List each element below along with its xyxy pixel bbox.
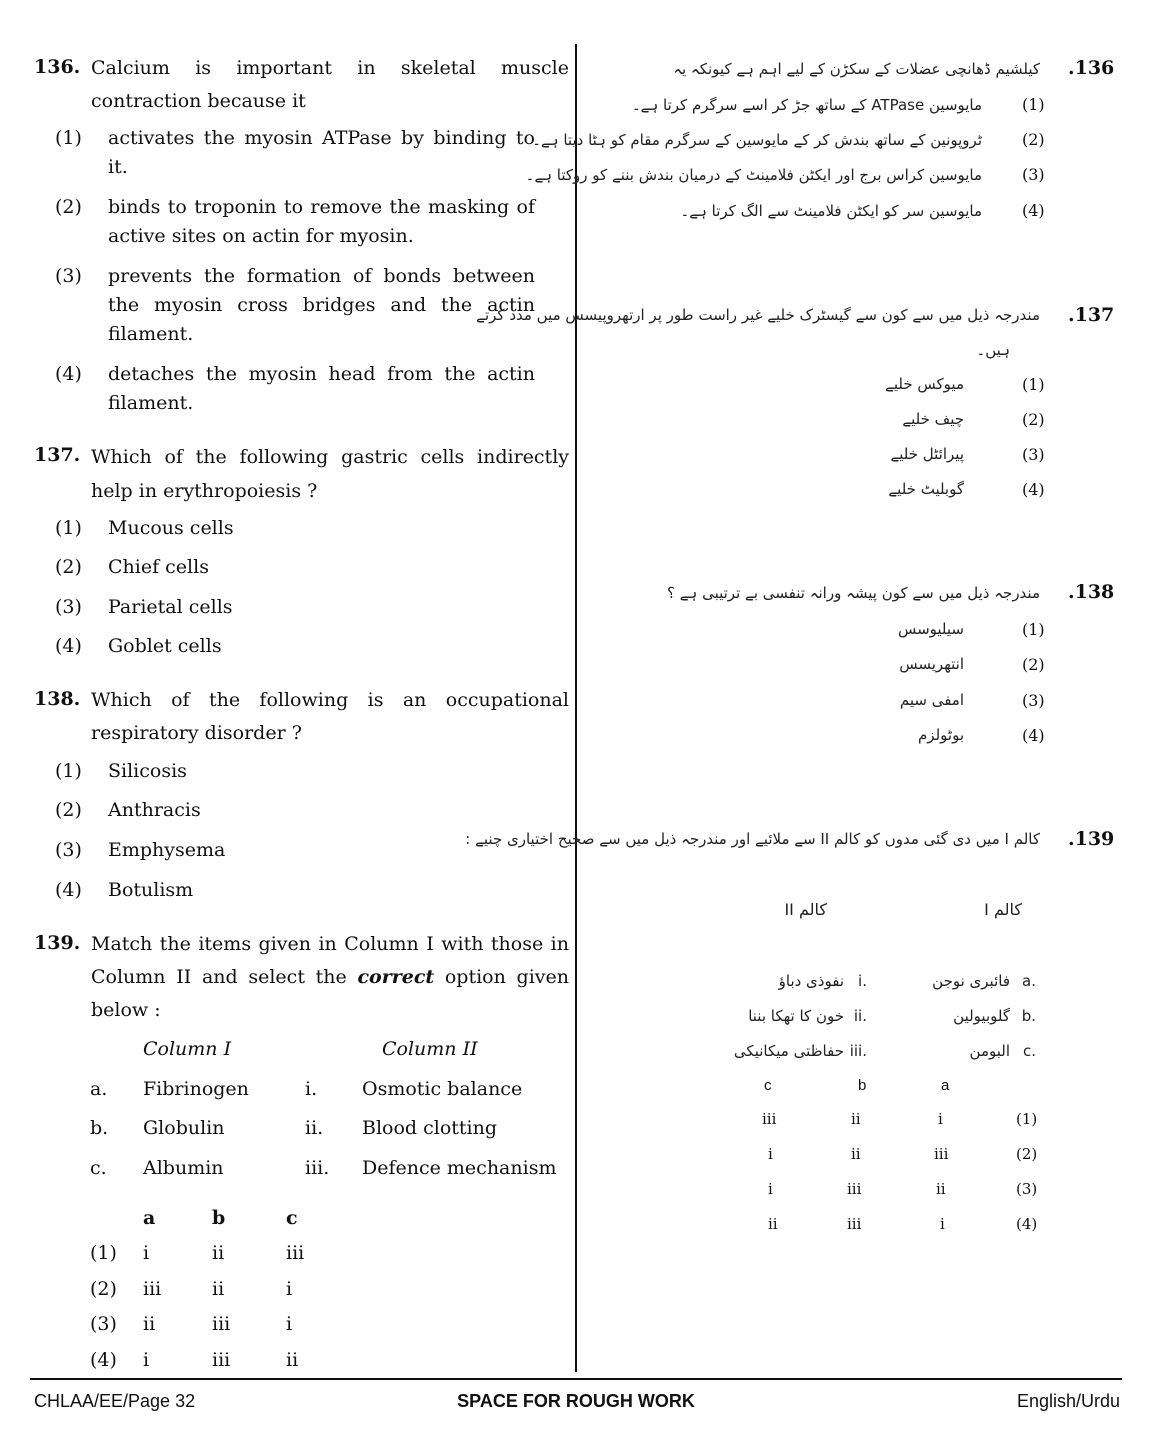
question-number: 139.: [34, 932, 81, 954]
answer-c: i: [768, 1180, 773, 1198]
column-divider: [575, 44, 577, 1372]
answer-c: i: [286, 1278, 293, 1300]
answer-a: ii: [143, 1313, 156, 1335]
option-text: میوکس خلیے: [885, 375, 964, 393]
urdu-row-match: خون کا تھکا بننا: [748, 1007, 844, 1025]
option-number: (3): [55, 596, 82, 618]
option-138-1[interactable]: [55, 757, 535, 786]
answer-b: iii: [847, 1180, 862, 1198]
option-number: (4): [55, 635, 82, 657]
option-text: امفی سیم: [899, 691, 964, 709]
option-text: binds to troponin to remove the masking of active sites on actin for myosin.: [108, 196, 535, 247]
question-number: 137.: [34, 444, 81, 466]
option-text: سیلیوسس: [897, 620, 964, 638]
option-text: گوبلیٹ خلیے: [888, 480, 964, 498]
answer-b: iii: [212, 1313, 231, 1335]
urdu-row-item: البومن: [969, 1042, 1010, 1060]
option-number: (3): [55, 839, 82, 861]
urdu-row-roman: .ii: [853, 1007, 867, 1025]
column-2-header: Column II: [382, 1038, 478, 1060]
option-text: Goblet cells: [108, 635, 222, 657]
row-item: Fibrinogen: [143, 1078, 249, 1100]
urdu-question-number: .139: [1068, 828, 1115, 850]
urdu-row-roman: .iii: [849, 1042, 867, 1060]
answer-b: ii: [851, 1145, 861, 1163]
row-key: a.: [90, 1078, 108, 1100]
answer-a: i: [143, 1349, 150, 1371]
answer-c: ii: [286, 1349, 299, 1371]
urdu-question-number: .138: [1068, 581, 1115, 603]
option-text: prevents the formation of bonds between the myosin cross bridges and the actin filament.: [108, 265, 535, 345]
option-number: (4): [90, 1349, 117, 1371]
urdu-question-text: مندرجہ ذیل میں سے کون سے گیسٹرک خلیے غیر راست طور پر ارتھروپیسس میں مدد کرتے: [476, 306, 1040, 324]
option-text: detaches the myosin head from the actin filament.: [108, 363, 535, 414]
question-136: [34, 52, 569, 118]
option-number: (3): [1022, 691, 1045, 710]
option-text: Emphysema: [108, 839, 226, 861]
option-number: (2): [55, 196, 82, 218]
option-number: (3): [1022, 165, 1045, 184]
row-item: Globulin: [143, 1117, 225, 1139]
option-number: (4): [55, 879, 82, 901]
option-number: (2): [1022, 655, 1045, 674]
row-item: Albumin: [143, 1157, 224, 1179]
answer-b: iii: [847, 1215, 862, 1233]
answer-a: i: [938, 1110, 943, 1128]
option-text: Anthracis: [108, 799, 201, 821]
urdu-column-2-header: کالم II: [784, 900, 827, 919]
answer-a: iii: [143, 1278, 162, 1300]
option-number: (2): [1016, 1145, 1038, 1163]
option-text: Silicosis: [108, 760, 187, 782]
question-text-emphasis: correct: [357, 966, 435, 988]
row-roman: i.: [305, 1078, 318, 1100]
option-136-1[interactable]: [55, 124, 535, 182]
answer-a: iii: [934, 1145, 949, 1163]
option-138-4[interactable]: [55, 876, 535, 905]
option-number: (4): [1022, 480, 1045, 499]
option-number: (2): [1022, 410, 1045, 429]
option-number: (1): [55, 760, 82, 782]
question-number: 136.: [34, 56, 81, 78]
urdu-row-key: .c: [1022, 1042, 1036, 1060]
language-label: English/Urdu: [1016, 1391, 1120, 1411]
option-number: (1): [1016, 1110, 1038, 1128]
urdu-row-key: .b: [1021, 1007, 1036, 1025]
urdu-answer-header-b: b: [858, 1077, 867, 1094]
footer-rule: [30, 1378, 1122, 1380]
option-text: activates the myosin ATPase by binding to it.: [108, 127, 535, 178]
answer-c: iii: [762, 1110, 777, 1128]
answer-c: i: [768, 1145, 773, 1163]
option-number: (2): [1022, 130, 1045, 149]
question-text-part: Match the items given in Column I with those in Column II and select the: [91, 933, 569, 988]
answer-b: ii: [212, 1242, 225, 1264]
row-roman: iii.: [305, 1157, 330, 1179]
question-138: [34, 684, 569, 750]
option-text: چیف خلیے: [902, 410, 964, 428]
option-number: (3): [1016, 1180, 1038, 1198]
answer-a: i: [940, 1215, 945, 1233]
urdu-answer-header-a: a: [941, 1077, 950, 1094]
option-number: (4): [1022, 201, 1045, 220]
option-number: (2): [90, 1278, 117, 1300]
row-key: c.: [90, 1157, 107, 1179]
question-text-part: option given below :: [91, 966, 570, 1021]
column-1-header: Column I: [143, 1038, 232, 1060]
option-number: (1): [55, 517, 82, 539]
urdu-answer-header-c: c: [764, 1077, 772, 1094]
row-key: b.: [90, 1117, 109, 1139]
option-138-2[interactable]: [55, 796, 535, 825]
urdu-question-number: .136: [1068, 57, 1115, 79]
row-match: Osmotic balance: [362, 1078, 523, 1100]
answer-header-c: c: [286, 1207, 298, 1229]
answer-c: i: [286, 1313, 293, 1335]
question-text: Which of the following gastric cells indirectly help in erythropoiesis ?: [91, 446, 569, 502]
answer-b: ii: [851, 1110, 861, 1128]
urdu-row-item: فائبری نوجن: [932, 972, 1010, 990]
answer-b: ii: [212, 1278, 225, 1300]
question-139: [34, 928, 569, 1027]
question-number: 138.: [34, 688, 81, 710]
page-code: CHLAA/EE/Page 32: [34, 1391, 196, 1411]
option-number: (2): [55, 556, 82, 578]
question-text: Calcium is important in skeletal muscle contraction because it: [91, 57, 569, 112]
option-136-2[interactable]: [55, 193, 535, 251]
option-138-3[interactable]: [55, 836, 535, 865]
option-text: Mucous cells: [108, 517, 234, 539]
urdu-question-number: .137: [1068, 304, 1115, 326]
option-text: Chief cells: [108, 556, 209, 578]
option-text: Parietal cells: [108, 596, 233, 618]
answer-a: ii: [936, 1180, 946, 1198]
rough-work-label: SPACE FOR ROUGH WORK: [457, 1391, 695, 1411]
option-number: (1): [55, 127, 82, 149]
option-number: (1): [1022, 95, 1045, 114]
row-roman: ii.: [305, 1117, 324, 1139]
option-text: پیرائٹل خلیے: [890, 445, 964, 463]
row-match: Defence mechanism: [362, 1157, 557, 1179]
urdu-row-key: .a: [1022, 972, 1036, 990]
option-137-2[interactable]: [55, 553, 535, 582]
urdu-question-text: مندرجہ ذیل میں سے کون پیشہ ورانہ تنفسی بے ترتیبی ہے ؟: [667, 584, 1040, 602]
option-text: مایوسین ATPase کے ساتھ جڑ کر اسے سرگرم کرتا ہے۔: [631, 96, 982, 114]
option-number: (3): [90, 1313, 117, 1335]
option-number: (2): [55, 799, 82, 821]
question-text: Which of the following is an occupational respiratory disorder ?: [91, 689, 569, 744]
option-number: (1): [90, 1242, 117, 1264]
urdu-row-roman: .i: [858, 972, 867, 990]
question-137: [34, 440, 569, 508]
option-text: ٹروپونین کے ساتھ بندش کر کے مایوسین کے سرگرم مقام کو ہٹا دیتا ہے۔: [532, 131, 982, 149]
urdu-row-match: نفوذی دباؤ: [778, 972, 844, 990]
option-number: (4): [1016, 1215, 1038, 1233]
urdu-question-text: کالم I میں دی گئی مدوں کو کالم II سے ملائیے اور مندرجہ ذیل میں سے صحیح اختیاری چنیے :: [465, 830, 1040, 848]
option-text: مایوسین سر کو ایکٹن فلامینٹ سے الگ کرتا ہے۔: [680, 202, 982, 220]
option-136-3[interactable]: [55, 262, 535, 349]
option-text: Botulism: [108, 879, 194, 901]
answer-b: iii: [212, 1349, 231, 1371]
row-match: Blood clotting: [362, 1117, 498, 1139]
answer-header-b: b: [212, 1207, 226, 1229]
answer-a: i: [143, 1242, 150, 1264]
option-137-3[interactable]: [55, 593, 535, 622]
urdu-question-text-cont: ہیں۔: [976, 341, 1010, 359]
option-text: مایوسین کراس برج اور ایکٹن فلامینٹ کے درمیان بندش بننے کو روکتا ہے۔: [525, 166, 982, 184]
option-136-4[interactable]: [55, 360, 535, 418]
option-number: (1): [1022, 375, 1045, 394]
option-number: (4): [55, 363, 82, 385]
urdu-question-text: کیلشیم ڈھانچی عضلات کے سکڑن کے لیے اہم ہے کیونکہ یہ: [673, 60, 1040, 78]
urdu-row-item: گلوبیولین: [953, 1007, 1010, 1025]
option-137-4[interactable]: [55, 632, 535, 661]
option-137-1[interactable]: [55, 514, 535, 543]
answer-c: iii: [286, 1242, 305, 1264]
option-number: (4): [1022, 726, 1045, 745]
answer-c: ii: [768, 1215, 778, 1233]
option-number: (3): [55, 265, 82, 287]
question-text: [91, 928, 569, 1027]
urdu-row-match: حفاظتی میکانیکی: [733, 1042, 844, 1060]
option-text: بوٹولزم: [918, 726, 964, 744]
answer-header-a: a: [143, 1207, 156, 1229]
option-number: (1): [1022, 620, 1045, 639]
option-text: انتھریسس: [899, 655, 964, 673]
option-number: (3): [1022, 445, 1045, 464]
urdu-column-1-header: کالم I: [984, 900, 1022, 919]
